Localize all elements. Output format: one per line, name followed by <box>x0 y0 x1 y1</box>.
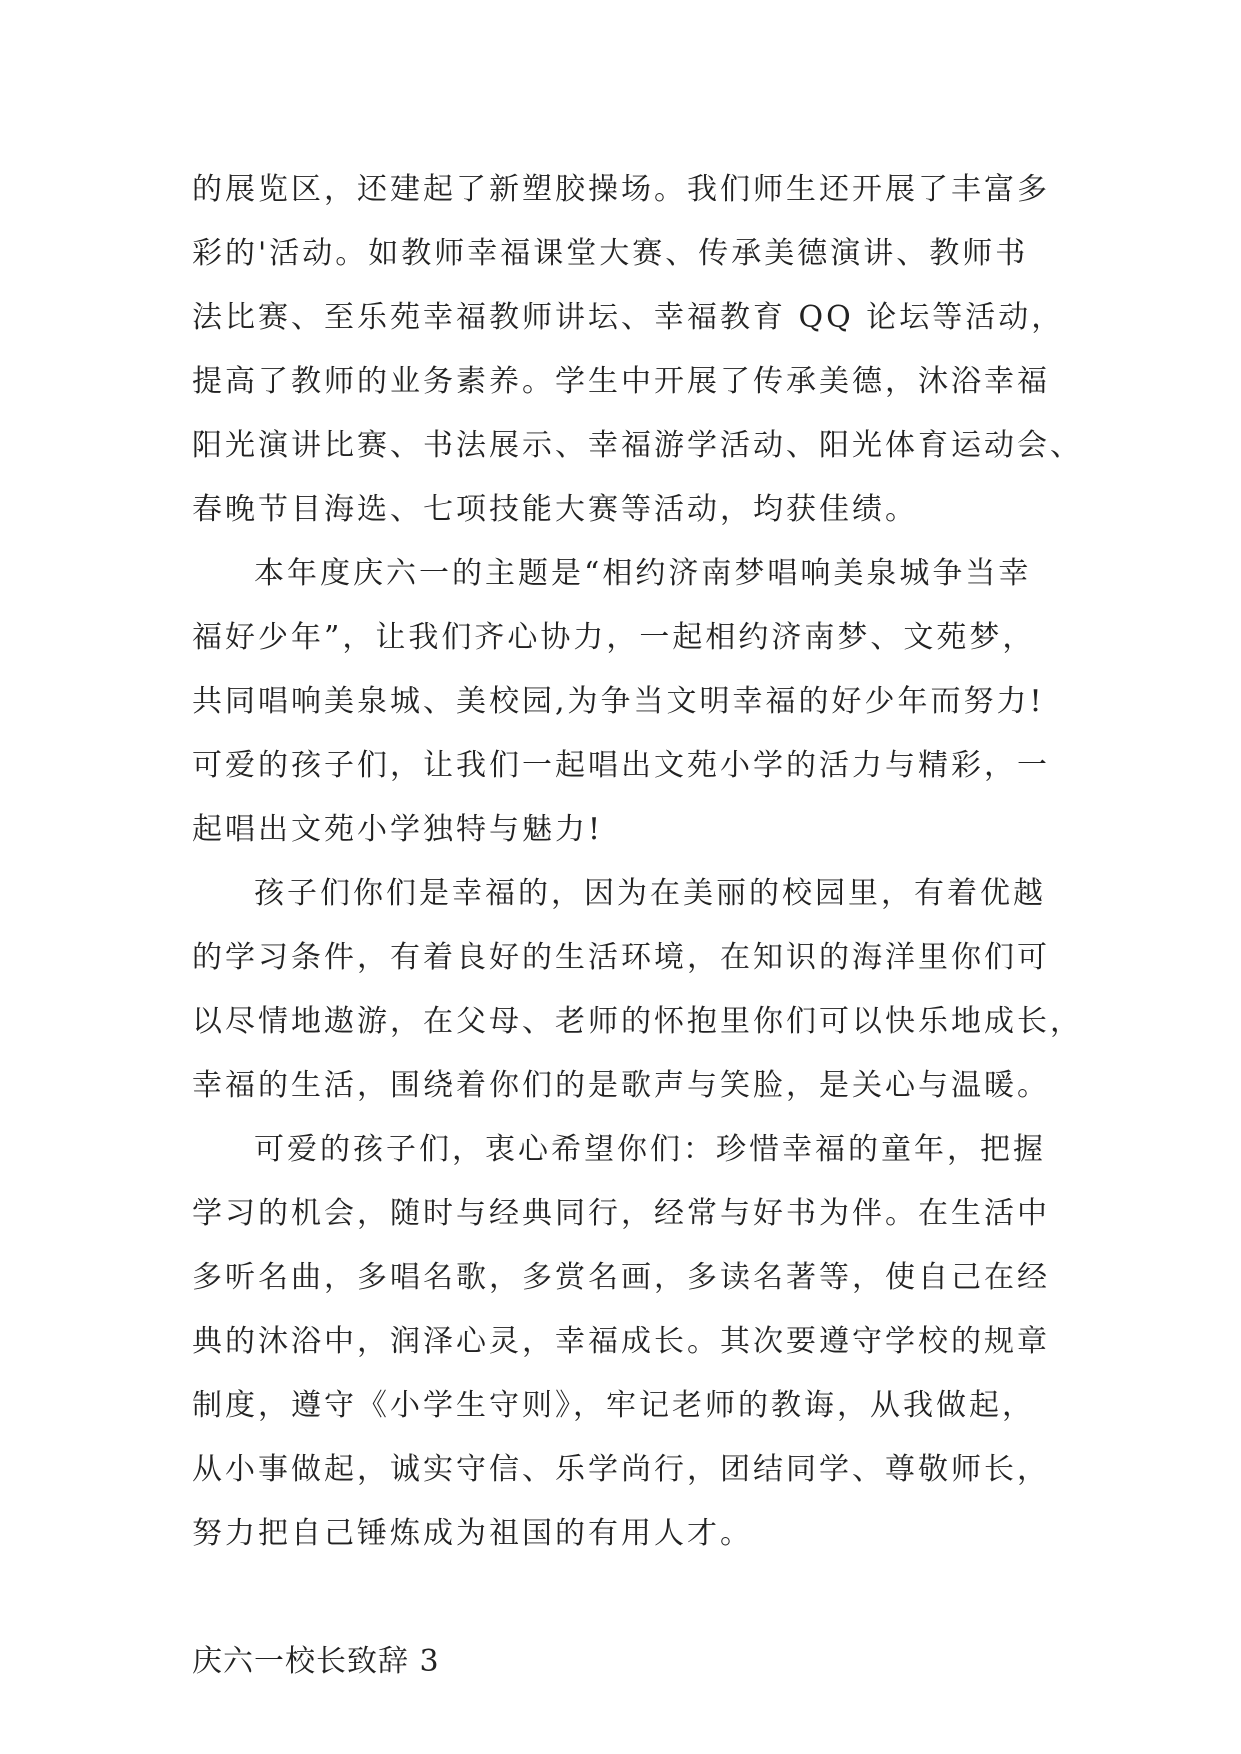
text-line: 典的沐浴中，润泽心灵，幸福成长。其次要遵守学校的规章 <box>192 1324 1050 1359</box>
text-line: 孩子们你们是幸福的，因为在美丽的校园里，有着优越 <box>254 876 1046 911</box>
paragraph-4 <box>192 1118 1072 1566</box>
text-line: 可爱的孩子们，衷心希望你们：珍惜幸福的童年，把握 <box>254 1132 1046 1167</box>
paragraph-2 <box>192 542 1072 862</box>
text-line: 从小事做起，诚实守信、乐学尚行，团结同学、尊敬师长， <box>192 1452 1050 1487</box>
blank-line <box>192 1566 1072 1630</box>
text-line: 福好少年”，让我们齐心协力，一起相约济南梦、文苑梦， <box>192 620 1036 655</box>
section-heading: 庆六一校长致辞 3 <box>192 1644 440 1679</box>
paragraph-1 <box>192 158 1083 542</box>
text-line: 制度，遵守《小学生守则》，牢记老师的教诲，从我做起， <box>192 1388 1035 1423</box>
text-line: 共同唱响美泉城、美校园,为争当文明幸福的好少年而努力! <box>192 684 1045 719</box>
text-line: 的学习条件，有着良好的生活环境，在知识的海洋里你们可 <box>192 940 1050 975</box>
text-line: 本年度庆六一的主题是“相约济南梦唱响美泉城争当幸 <box>254 556 1032 591</box>
text-line: 阳光演讲比赛、书法展示、幸福游学活动、阳光体育运动会、 <box>192 428 1083 463</box>
text-line: 起唱出文苑小学独特与魅力! <box>192 812 604 847</box>
paragraph-3 <box>192 862 1083 1118</box>
text-line: 春晚节目海选、七项技能大赛等活动，均获佳绩。 <box>192 492 918 527</box>
text-line: 法比赛、至乐苑幸福教师讲坛、幸福教育 QQ 论坛等活动， <box>192 300 1065 335</box>
text-line: 学习的机会，随时与经典同行，经常与好书为伴。在生活中 <box>192 1196 1050 1231</box>
text-line: 幸福的生活，围绕着你们的是歌声与笑脸，是关心与温暖。 <box>192 1068 1050 1103</box>
text-line: 彩的'活动。如教师幸福课堂大赛、传承美德演讲、教师书 <box>192 236 1029 271</box>
text-line: 提高了教师的业务素养。学生中开展了传承美德，沐浴幸福 <box>192 364 1050 399</box>
text-line: 努力把自己锤炼成为祖国的有用人才。 <box>192 1516 753 1551</box>
text-line: 以尽情地遨游，在父母、老师的怀抱里你们可以快乐地成长， <box>192 1004 1083 1039</box>
text-line: 多听名曲，多唱名歌，多赏名画，多读名著等，使自己在经 <box>192 1260 1050 1295</box>
text-line: 的展览区，还建起了新塑胶操场。我们师生还开展了丰富多 <box>192 172 1050 207</box>
text-line: 可爱的孩子们，让我们一起唱出文苑小学的活力与精彩，一 <box>192 748 1050 783</box>
document-body <box>192 158 1083 1694</box>
